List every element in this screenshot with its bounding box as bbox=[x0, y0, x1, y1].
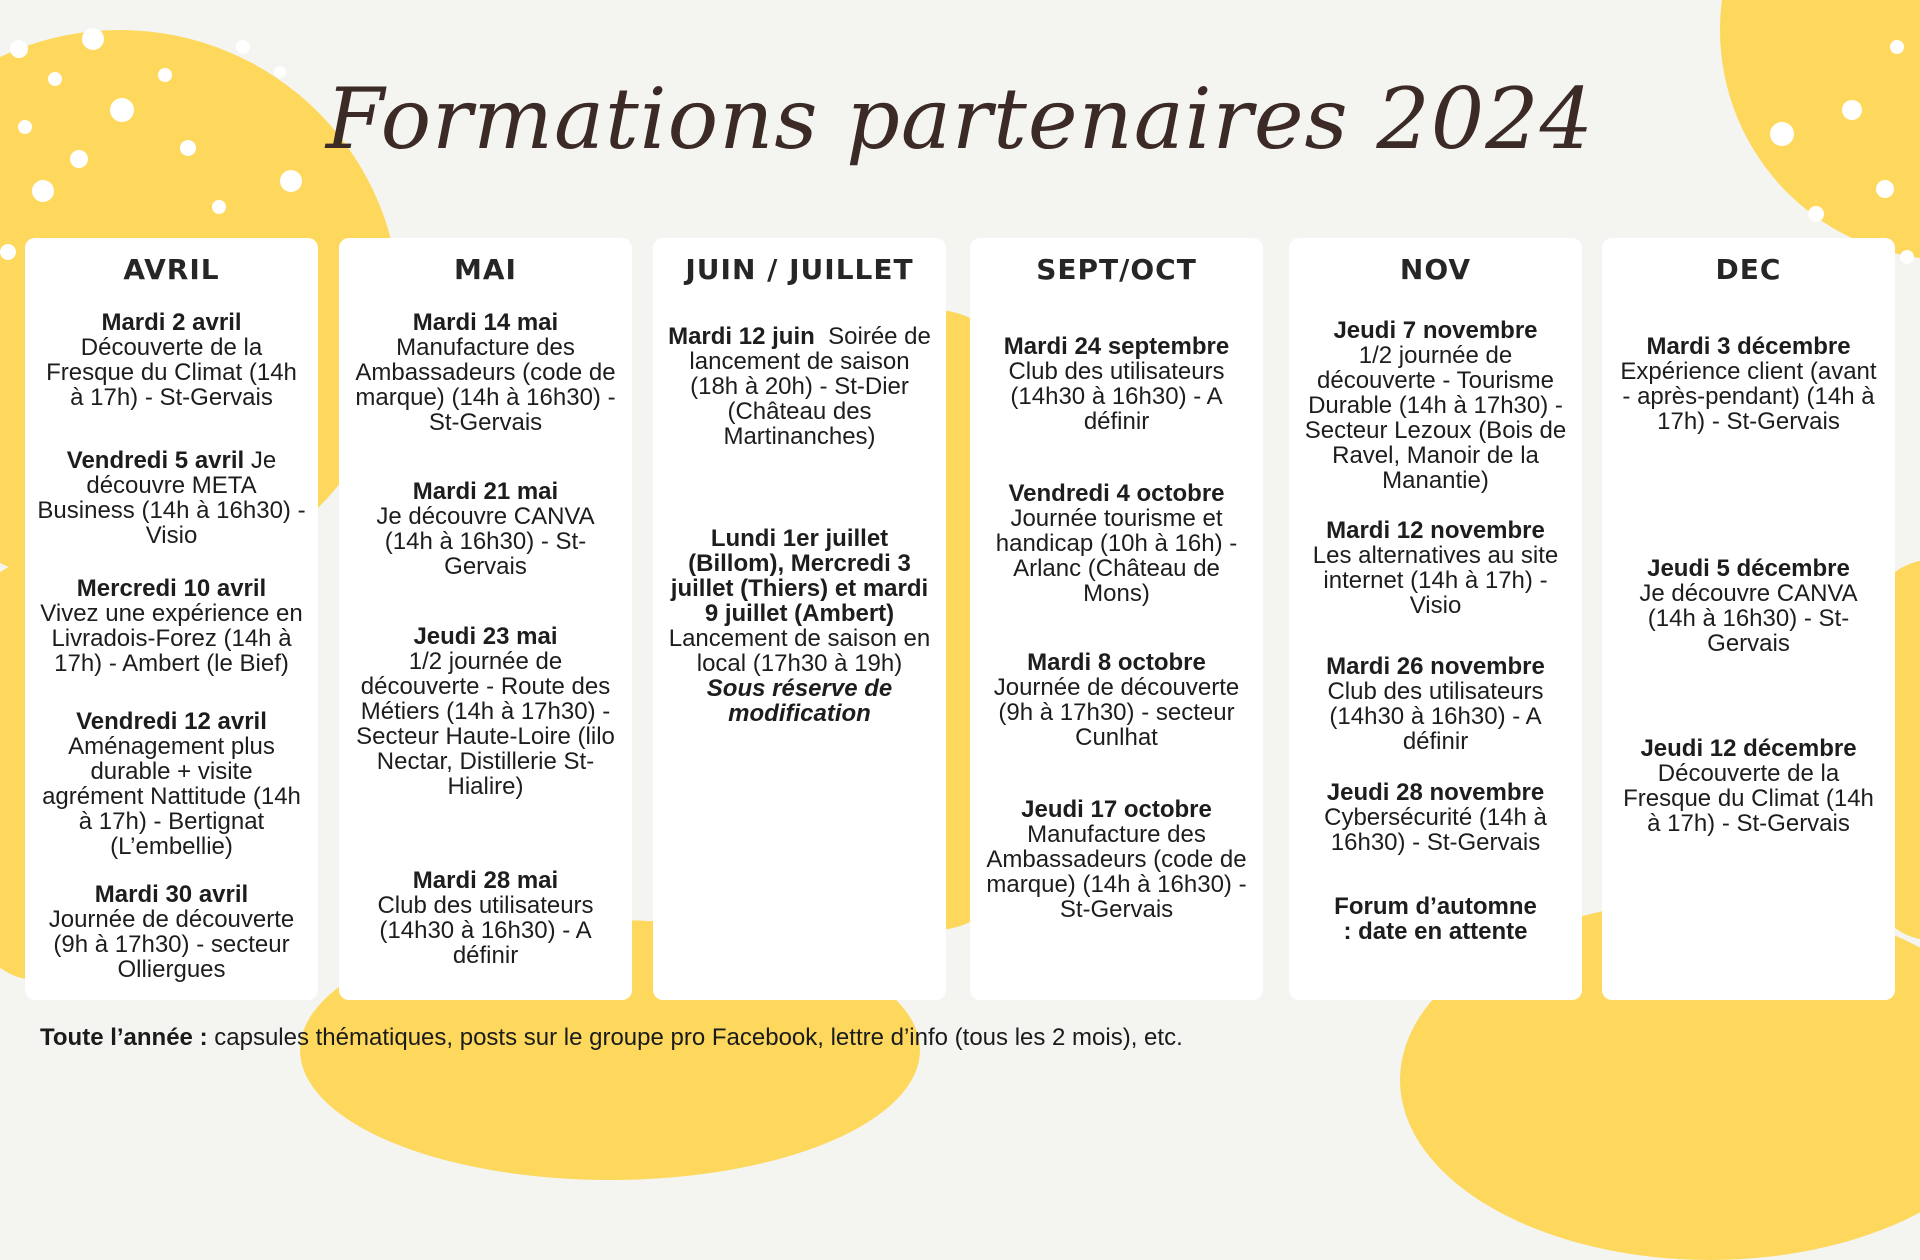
event-item bbox=[37, 576, 306, 676]
month-column-sept-oct bbox=[970, 238, 1263, 1000]
event-description: Aménagement plus durable + visite agrément Nattitude (14h à 17h) - Bertignat (L’embellie) bbox=[42, 733, 301, 860]
event-note: Sous réserve de modification bbox=[706, 675, 893, 727]
footer-label: Toute l’année : bbox=[40, 1024, 208, 1051]
event-description: Je découvre CANVA (14h à 16h30) - St-Gervais bbox=[1639, 580, 1858, 657]
event-item bbox=[665, 526, 934, 726]
month-heading: AVRIL bbox=[123, 253, 220, 286]
event-date: Mardi 3 décembre bbox=[1646, 333, 1851, 360]
event-description: Découverte de la Fresque du Climat (14h à 17h) - St-Gervais bbox=[1623, 760, 1874, 837]
month-column-nov bbox=[1289, 238, 1582, 1000]
white-dot bbox=[82, 28, 104, 50]
event-description: Journée de découverte (9h à 17h30) - secteur Olliergues bbox=[48, 906, 295, 983]
event-date: Lundi 1er juillet (Billom), Mercredi 3 juillet (Thiers) et mardi 9 juillet (Ambert) bbox=[670, 525, 929, 627]
event-description: Club des utilisateurs (14h30 à 16h30) - A définir bbox=[1008, 358, 1225, 435]
event-date: Forum d’automne : date en attente bbox=[1334, 893, 1537, 945]
event-date: Mardi 28 mai bbox=[412, 867, 559, 894]
month-heading: JUIN / JUILLET bbox=[685, 253, 914, 286]
event-item bbox=[982, 797, 1251, 922]
event-description: Journée de découverte (9h à 17h30) - secteur Cunlhat bbox=[993, 674, 1240, 751]
event-date: Jeudi 28 novembre bbox=[1326, 779, 1545, 806]
month-column-avril bbox=[25, 238, 318, 1000]
event-date: Vendredi 5 avril bbox=[66, 447, 245, 474]
event-item bbox=[1301, 654, 1570, 754]
event-description: Manufacture des Ambassadeurs (code de marque) (14h à 16h30) - St-Gervais bbox=[355, 334, 616, 436]
white-dot bbox=[280, 170, 302, 192]
event-description: Je découvre META Business (14h à 16h30) - Visio bbox=[37, 447, 306, 549]
event-date: Jeudi 7 novembre bbox=[1333, 317, 1538, 344]
white-dot bbox=[32, 180, 54, 202]
event-item bbox=[1614, 556, 1883, 656]
footer-text: capsules thématiques, posts sur le groupe pro Facebook, lettre d’info (tous les 2 mois), etc. bbox=[214, 1024, 1183, 1051]
event-item bbox=[665, 324, 934, 449]
footer-note bbox=[40, 1024, 1183, 1052]
event-date: Mardi 2 avril bbox=[101, 309, 242, 336]
white-dot bbox=[0, 244, 16, 260]
white-dot bbox=[10, 40, 28, 58]
white-dot bbox=[1876, 180, 1894, 198]
event-item bbox=[1301, 780, 1570, 855]
event-date: Mardi 26 novembre bbox=[1326, 653, 1545, 680]
event-date: Vendredi 12 avril bbox=[76, 708, 267, 735]
white-dot bbox=[1890, 40, 1904, 54]
event-item bbox=[37, 882, 306, 982]
event-item bbox=[982, 481, 1251, 606]
event-date: Mardi 30 avril bbox=[94, 881, 249, 908]
event-item bbox=[351, 868, 620, 968]
page-title: Formations partenaires 2024 bbox=[325, 70, 1595, 168]
event-description: Manufacture des Ambassadeurs (code de marque) (14h à 16h30) - St-Gervais bbox=[986, 821, 1247, 923]
month-column-dec bbox=[1602, 238, 1895, 1000]
event-date: Mardi 21 mai bbox=[412, 478, 559, 505]
event-item bbox=[37, 310, 306, 410]
event-description: Soirée de lancement de saison (18h à 20h) - St-Dier (Château des Martinanches) bbox=[689, 323, 931, 450]
event-date: Mercredi 10 avril bbox=[76, 575, 267, 602]
event-date: Mardi 24 septembre bbox=[1003, 333, 1230, 360]
event-description: Vivez une expérience en Livradois-Forez (14h à 17h) - Ambert (le Bief) bbox=[40, 600, 303, 677]
event-item bbox=[37, 709, 306, 859]
event-item bbox=[1329, 894, 1542, 944]
event-description: Club des utilisateurs (14h30 à 16h30) - A définir bbox=[1327, 678, 1544, 755]
event-description: Lancement de saison en local (17h30 à 19h) bbox=[668, 625, 931, 677]
event-date: Mardi 12 juin bbox=[668, 323, 815, 350]
event-description: Cybersécurité (14h à 16h30) - St-Gervais bbox=[1324, 804, 1547, 856]
white-dot bbox=[236, 40, 250, 54]
event-description: Découverte de la Fresque du Climat (14h à 17h) - St-Gervais bbox=[46, 334, 297, 411]
month-heading: MAI bbox=[454, 253, 517, 286]
event-item bbox=[37, 448, 306, 548]
event-description: Expérience client (avant - après-pendant) (14h à 17h) - St-Gervais bbox=[1620, 358, 1877, 435]
event-description: 1/2 journée de découverte - Route des Métiers (14h à 17h30) - Secteur Haute-Loire (lilo Nectar, Distillerie St-Hialire) bbox=[356, 648, 615, 800]
event-item bbox=[982, 650, 1251, 750]
event-item bbox=[351, 479, 620, 579]
white-dot bbox=[1808, 206, 1824, 222]
month-column-mai bbox=[339, 238, 632, 1000]
event-date: Jeudi 23 mai bbox=[413, 623, 558, 650]
event-date: Jeudi 17 octobre bbox=[1021, 796, 1212, 823]
event-item bbox=[1301, 318, 1570, 493]
event-item bbox=[351, 624, 620, 799]
event-item bbox=[351, 310, 620, 435]
month-heading: SEPT/OCT bbox=[1036, 253, 1197, 286]
event-item bbox=[1614, 736, 1883, 836]
white-dot bbox=[212, 200, 226, 214]
month-heading: DEC bbox=[1715, 253, 1782, 286]
event-date: Mardi 12 novembre bbox=[1326, 517, 1545, 544]
event-description: Club des utilisateurs (14h30 à 16h30) - A définir bbox=[377, 892, 594, 969]
event-item bbox=[982, 334, 1251, 434]
event-description: Les alternatives au site internet (14h à 17h) - Visio bbox=[1312, 542, 1559, 619]
event-description: Je découvre CANVA (14h à 16h30) - St-Gervais bbox=[376, 503, 595, 580]
event-description: Journée tourisme et handicap (10h à 16h) - Arlanc (Château de Mons) bbox=[995, 505, 1238, 607]
month-heading: NOV bbox=[1399, 253, 1472, 286]
event-date: Mardi 8 octobre bbox=[1027, 649, 1206, 676]
event-item bbox=[1301, 518, 1570, 618]
month-column-juin-juillet bbox=[653, 238, 946, 1000]
white-dot bbox=[1900, 250, 1914, 264]
event-date: Mardi 14 mai bbox=[412, 309, 559, 336]
event-description: 1/2 journée de découverte - Tourisme Durable (14h à 17h30) - Secteur Lezoux (Bois de Ravel, Manoir de la Manantie) bbox=[1304, 342, 1567, 494]
event-date: Jeudi 5 décembre bbox=[1647, 555, 1850, 582]
event-date: Vendredi 4 octobre bbox=[1008, 480, 1225, 507]
event-item bbox=[1614, 334, 1883, 434]
event-date: Jeudi 12 décembre bbox=[1640, 735, 1857, 762]
